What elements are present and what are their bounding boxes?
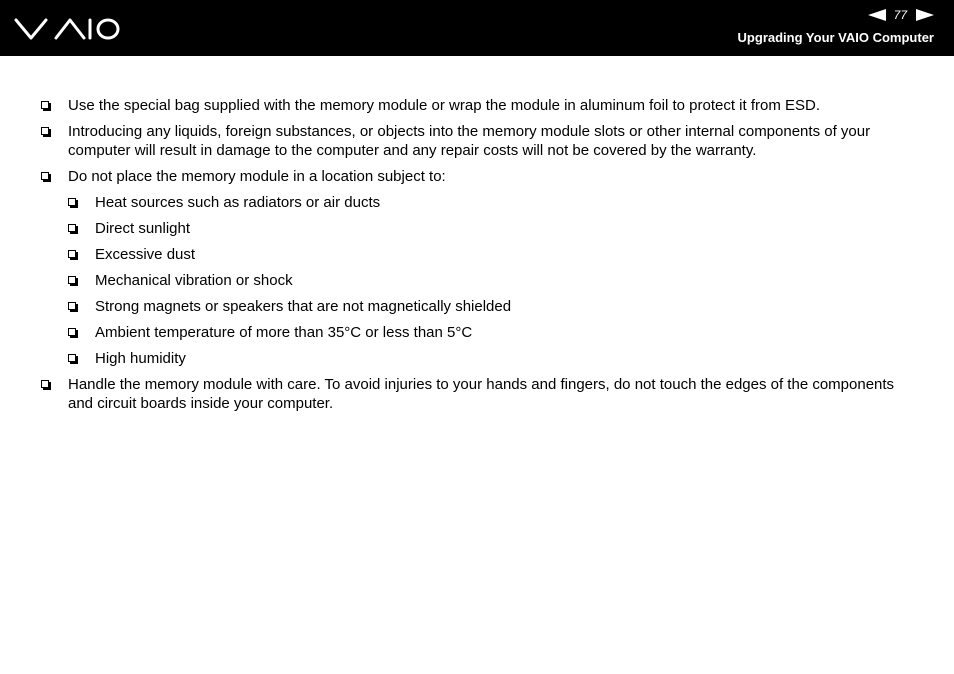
checkbox-bullet-icon	[68, 224, 76, 232]
sub-list-item	[0, 297, 915, 316]
list-item-text: High humidity	[95, 350, 186, 367]
checkbox-bullet-icon	[68, 302, 76, 310]
document-body	[0, 96, 954, 420]
list-item-text: Heat sources such as radiators or air ducts	[95, 194, 381, 211]
header-bar	[0, 0, 954, 56]
checkbox-bullet-icon	[68, 198, 76, 206]
sub-list-item	[0, 193, 915, 212]
list-item	[0, 375, 918, 413]
list-item-text: Direct sunlight	[95, 220, 191, 237]
sub-list-item	[0, 323, 915, 342]
list-item	[0, 167, 918, 186]
checkbox-bullet-icon	[68, 250, 76, 258]
previous-page-icon[interactable]	[868, 9, 886, 21]
list-item-text: Introducing any liquids, foreign substances, or objects into the memory module slots or other internal components of your computer will result in damage to the computer and any repair costs will not be covered by the warranty.	[68, 123, 871, 159]
checkbox-bullet-icon	[68, 328, 76, 336]
sub-list-item	[0, 271, 915, 290]
checkbox-bullet-icon	[41, 127, 49, 135]
checkbox-bullet-icon	[41, 101, 49, 109]
next-page-icon[interactable]	[916, 9, 934, 21]
page-number: 77	[893, 8, 907, 22]
section-title: Upgrading Your VAIO Computer	[737, 30, 934, 45]
list-item	[0, 96, 918, 115]
page-navigation	[868, 8, 934, 22]
list-item-text: Excessive dust	[95, 246, 196, 263]
checkbox-bullet-icon	[41, 172, 49, 180]
sub-list-item	[0, 349, 915, 368]
list-item-text: Handle the memory module with care. To avoid injuries to your hands and fingers, do not touch the edges of the components and circuit boards inside your computer.	[68, 376, 895, 412]
checkbox-bullet-icon	[68, 354, 76, 362]
list-item-text: Ambient temperature of more than 35°C or less than 5°C	[95, 324, 473, 341]
list-item-text: Do not place the memory module in a location subject to:	[68, 168, 446, 185]
sub-list-item	[0, 245, 915, 264]
list-item-text: Mechanical vibration or shock	[95, 272, 293, 289]
list-item-text: Use the special bag supplied with the memory module or wrap the module in aluminum foil to protect it from ESD.	[68, 97, 821, 114]
list-item-text: Strong magnets or speakers that are not magnetically shielded	[95, 298, 512, 315]
vaio-logo	[14, 14, 120, 44]
list-item	[0, 122, 918, 160]
checkbox-bullet-icon	[41, 380, 49, 388]
sub-list-item	[0, 219, 915, 238]
checkbox-bullet-icon	[68, 276, 76, 284]
